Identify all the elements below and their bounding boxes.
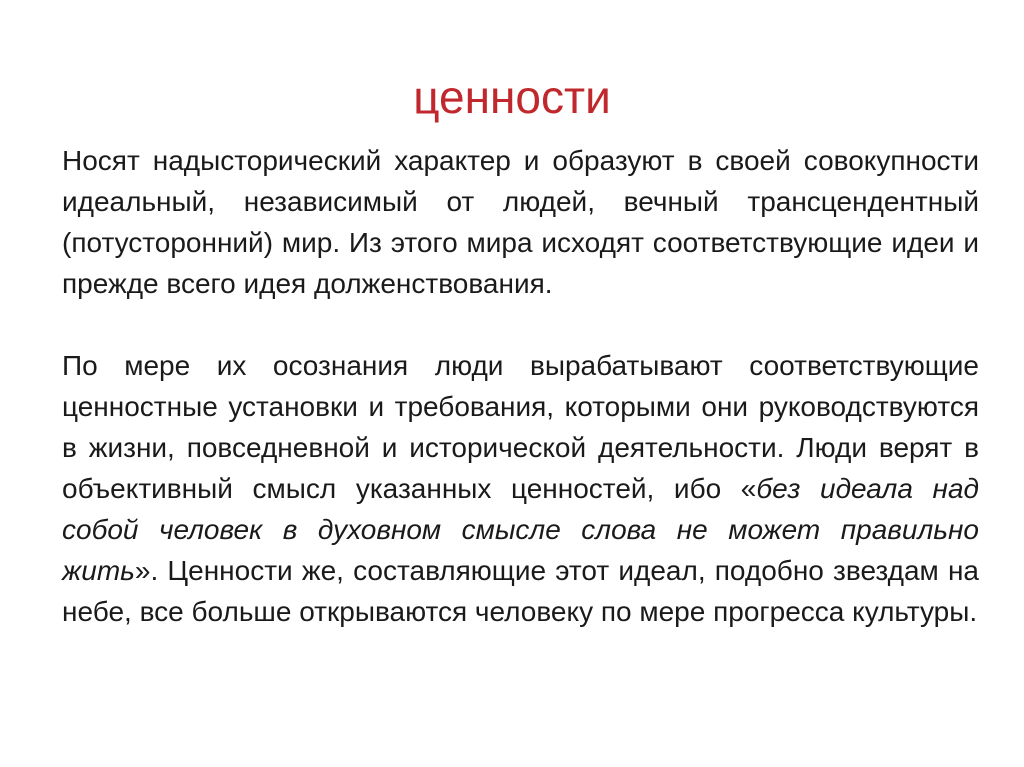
paragraph-1: Носят надысторический характер и образуют в своей совокупности идеальный, независимый от людей, вечный трансцендентный (потусторонний) мир. Из этого мира исходят соответствующие идеи и прежде всего идея долженствования. [62, 145, 979, 299]
paragraph-2-quote: без идеала над собой человек в духовном смысле слова не может правильно жить [62, 473, 979, 586]
paragraph-2 [62, 345, 979, 632]
paragraph-2-intro: По мере их осознания люди вырабатывают соответствующие ценностные установки и требования, которыми они руководствуются в жизни, повседневной и исторической деятельности. Люди верят в объективный смысл указанных ценностей, ибо « [62, 350, 979, 504]
paragraph-2-outro: ». Ценности же, составляющие этот идеал, подобно звездам на небе, все больше открываются человеку по мере прогресса культуры. [62, 555, 979, 627]
slide-title: ценности [413, 71, 611, 123]
slide-body [62, 140, 979, 632]
